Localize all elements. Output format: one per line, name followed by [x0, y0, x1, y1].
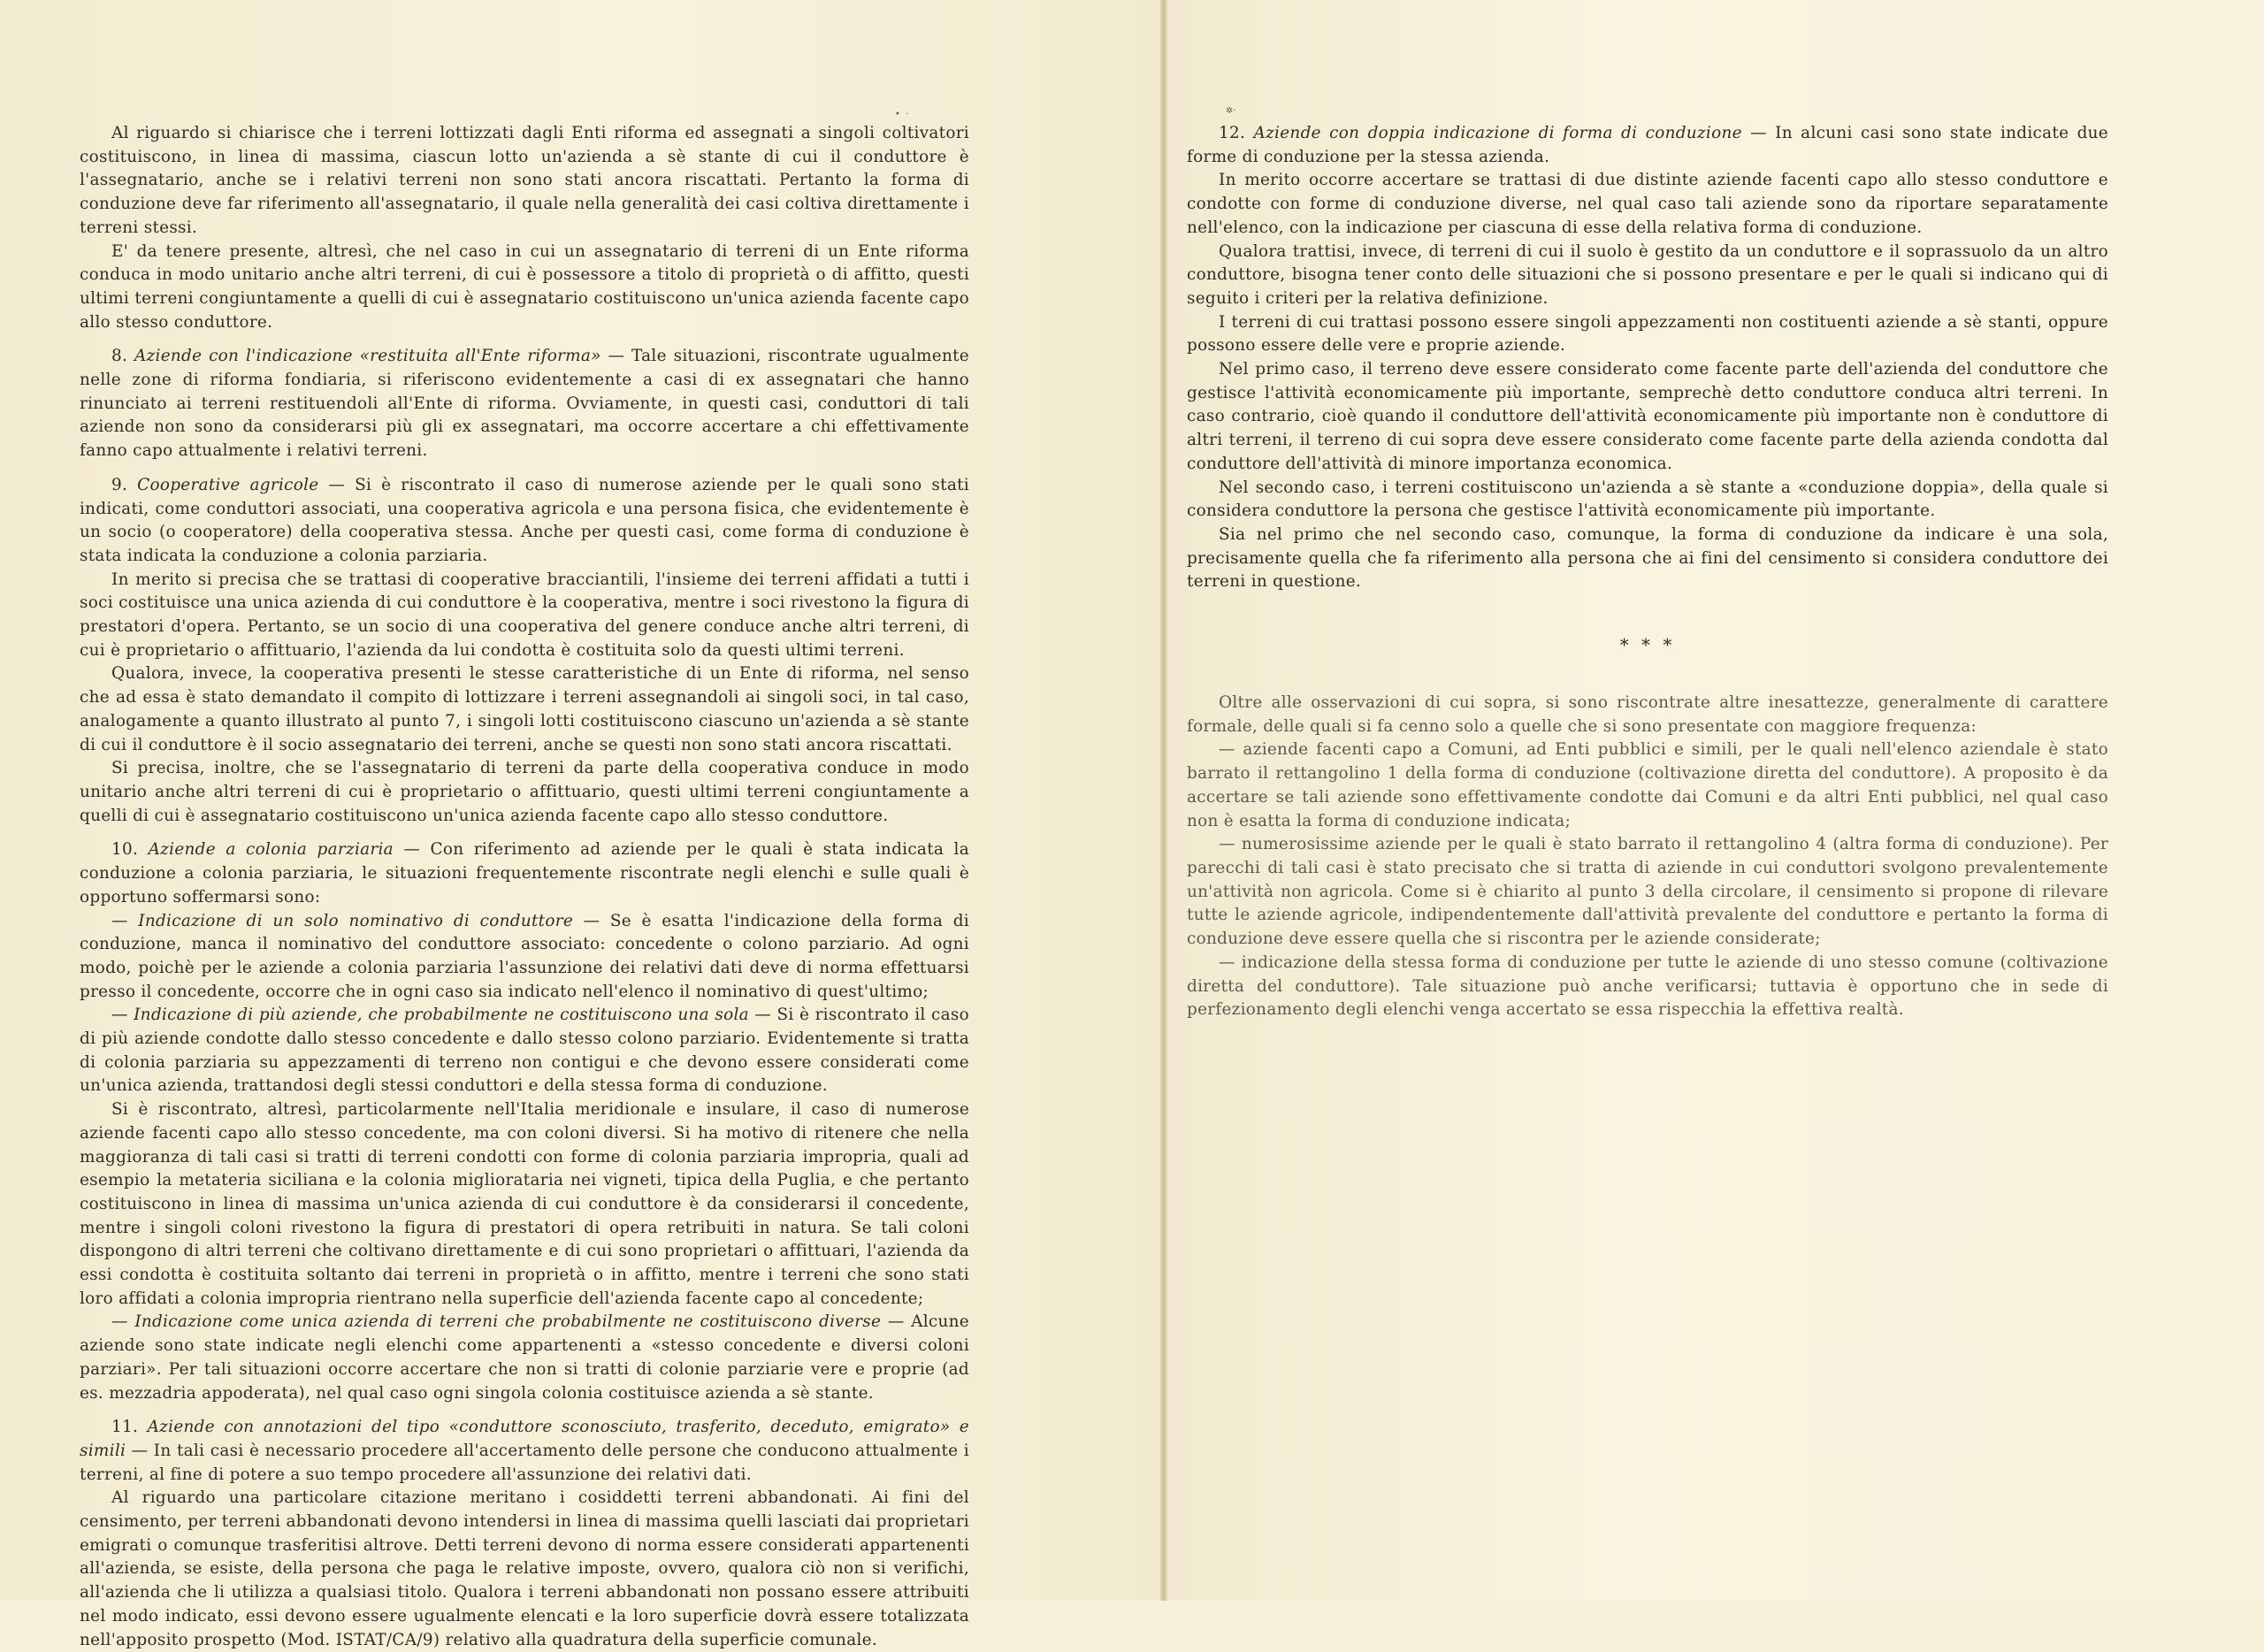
section-text: Con riferimento ad aziende per le quali è stata indicata la conduzione a colonia parziaria, le situazioni frequentemente riscontrate negli elenchi e sulle quali è opportuno soffermarsi sono: [80, 840, 970, 906]
section-8: 8. Aziende con l'indicazione «restituita all'Ente riforma» — Tale situazioni, riscontrate ugualmente nelle zone di riforma fondiaria, si riferiscono evidentemente a casi di ex assegnatari che hanno rinunciato ai terreni restituendoli all'Ente di riforma. Ovviamente, in questi casi, conduttori di tali aziende non sono da considerarsi più gli ex assegnatari, ma occorre accertare a chi effettivamente fanno capo attualmente i relativi terreni. [80, 347, 969, 461]
subitem [80, 910, 969, 1005]
section-text: Tale situazioni, riscontrate ugualmente nelle zone di riforma fondiaria, si riferiscono evidentemente a casi di ex assegnatari che hanno rinunciato ai terreni restituendoli all'Ente di riforma. Ovviamente, in questi casi, conduttori di tali aziende non sono da considerarsi più gli ex assegnatari, ma occorre accertare a chi effettivamente fanno capo attualmente i relativi terreni. [80, 347, 969, 461]
paragraph: I terreni di cui trattasi possono essere singoli appezzamenti non costituenti aziende a sè stanti, oppure possono essere delle vere e proprie aziende. [1187, 312, 2108, 356]
list-item: — numerosissime aziende per le quali è stato barrato il rettangolino 4 (altra forma di conduzione). Per parecchi di tali casi è stato precisato che si tratta di aziende in cui conduttori svolgono prevalentemente un'attività non agricola. Come si è chiarito al punto 3 della circolare, il censimento si propone di rilevare tutte le aziende agricole, indipendentemente dall'attività prevalente del conduttore e pertanto la forma di conduzione deve essere quella che si riscontra per le aziende considerate; [1187, 835, 2108, 949]
section-heading: Aziende con annotazioni del tipo «conduttore sconosciuto, trasferito, deceduto, emigrato» e simili [80, 1418, 969, 1460]
right-column [1187, 122, 2108, 1022]
right-page [1167, 0, 2264, 1601]
paragraph: Sia nel primo che nel secondo caso, comunque, la forma di conduzione da indicare è una sola, precisamente quella che fa riferimento alla persona che ai fini del censimento si considera conduttore dei terreni in questione. [1187, 524, 2108, 592]
list-item: — indicazione della stessa forma di conduzione per tutte le aziende di uno stesso comune (coltivazione diretta del conduttore). Tale situazione può anche verificarsi; tuttavia è opportuno che in sede di perfezionamento degli elenchi venga accertato se essa rispecchia la effettiva realtà. [1187, 952, 2108, 1020]
section-9: 9. Cooperative agricole — Si è riscontrato il caso di numerose aziende per le quali sono stati indicati, come conduttori associati, una cooperativa agricola e una persona fisica, che evidentemente è un socio (o cooperatore) della cooperativa stessa. Anche per questi casi, come forma di conduzione è stata indicata la conduzione a colonia parziaria. [80, 475, 969, 565]
paragraph: Si è riscontrato, altresì, particolarmente nell'Italia meridionale e insulare, il caso di numerose aziende facenti capo allo stesso concedente, ma con coloni diversi. Si ha motivo di ritenere che nella maggioranza di tali casi si tratti di terreni condotti con forme di colonia parziaria impropria, quali ad esempio la metateria siciliana e la colonia miglioratariа nei vigneti, tipica della Puglia, e che pertanto costituiscono in linea di massima un'unica azienda di cui conduttore è da considerarsi il concedente, mentre i singoli coloni rivestono la figura di prestatori di opera retribuiti in natura. Se tali coloni dispongono di altri terreni che coltivano direttamente e di cui sono proprietari o affittuari, l'azienda da essi condotta è costituita soltanto dai terreni in proprietà o in affitto, mentre i terreni che sono stati loro affidati a colonia impropria rientrano nella superficie dell'azienda facente capo al concedente; [80, 1100, 969, 1308]
paragraph: Nel primo caso, il terreno deve essere considerato come facente parte dell'azienda del conduttore che gestisce l'attività economicamente più importante, semprechè detto conduttore conduca altri terreni. In caso contrario, cioè quando il conduttore dell'attività economicamente più importante non è conduttore di altri terreni, il terreno di cui sopra deve essere considerato come facente parte della azienda condotta dal conduttore dell'attività di minore importanza economica. [1187, 360, 2108, 473]
subitem-heading: — Indicazione di un solo nominativo di conduttore [111, 911, 574, 930]
paragraph: Si precisa, inoltre, che se l'assegnatario di terreni da parte della cooperativa conduce in modo unitario anche altri terreni di cui è proprietario o affittuario, questi ultimi terreni congiuntamente a quelli di cui è assegnatario costituiscono un'unica azienda facente capo allo stesso conduttore. [80, 759, 969, 825]
list-item: — aziende facenti capo a Comuni, ad Enti pubblici e simili, per le quali nell'elenco aziendale è stato barrato il rettangolino 1 della forma di conduzione (coltivazione diretta del conduttore). A proposito è da accertare se tali aziende sono effettivamente condotte dai Comuni e da altri Enti pubblici, nel qual caso non è esatta la forma di conduzione indicata; [1187, 740, 2108, 830]
subitem-text: — Si è riscontrato il caso di più aziende condotte dallo stesso concedente e dallo stesso colono parziario. Evidentemente si tratta di colonia parziaria su appezzamenti di terreno non contigui e che devono essere considerati come un'unica azienda, trattandosi degli stessi conduttori e della stessa forma di conduzione. [80, 1006, 969, 1096]
section-number: 10. [111, 840, 139, 860]
left-column [80, 122, 969, 1652]
paragraph: Al riguardo si chiarisce che i terreni lottizzati dagli Enti riforma ed assegnati a singoli coltivatori costituiscono, in linea di massima, ciascun lotto un'azienda a sè stante di cui il conduttore è l'assegnatario, anche se i relativi terreni non sono stati ancora riscattati. Pertanto la forma di conduzione deve far riferimento all'assegnatario, il quale nella generalità dei casi coltiva direttamente i terreni stessi. [80, 124, 969, 237]
paragraph: Al riguardo una particolare citazione meritano i cosiddetti terreni abbandonati. Ai fini del censimento, per terreni abbandonati devono intendersi in linea di massima quelli lasciati dai proprietari emigrati o comunque trasferitisi altrove. Detti terreni devono di norma essere considerati appartenenti all'azienda, se esiste, della persona che paga le relative imposte, ovvero, qualora ciò non si verifichi, all'azienda che li utilizza a qualsiasi titolo. Qualora i terreni abbandonati non possano essere attribuiti nel modo indicato, essi devono essere ugualmente elencati e la loro superficie dovrà essere totalizzata nell'apposito prospetto (Mod. ISTAT/CA/9) relativo alla quadratura della superficie comunale. [80, 1488, 969, 1649]
section-text: — In tali casi è necessario procedere all'accertamento delle persone che conducono attualmente i terreni, al fine di potere a suo tempo procedere all'assunzione dei relativi dati. [80, 1441, 969, 1484]
page-mark: • · [895, 110, 909, 119]
section-heading: Aziende con doppia indicazione di forma di conduzione [1253, 124, 1742, 142]
page-mark: ✲· [1226, 106, 1236, 116]
subitem-text: — Alcune aziende sono state indicate negli elenchi come appartenenti a «stesso concedente e diversi coloni parziari». Per tali situazioni occorre accertare che non si tratti di colonie parziarie vere e proprie (ad es. mezzadria appoderata), nel qual caso ogni singola colonia costituisce azienda a sè stante. [80, 1312, 969, 1403]
section-heading: Aziende con l'indicazione «restituita all'Ente riforma» [134, 347, 601, 366]
subitem [80, 1004, 969, 1098]
paragraph: Qualora, invece, la cooperativa presenti le stesse caratteristiche di un Ente di riforma, nel senso che ad essa è stato demandato il compito di lottizzare i terreni assegnandoli ai singoli soci, in tal caso, analogamente a quanto illustrato al punto 7, i singoli lotti costituiscono ciascuno un'azienda a sè stante di cui il conduttore è il socio assegnatario dei terreni, anche se questi non sono stati ancora riscattati. [80, 664, 969, 754]
subitem-heading: — Indicazione come unica azienda di terreni che probabilmente ne costituiscono diverse [111, 1312, 882, 1332]
section-11 [80, 1416, 969, 1487]
section-number: 12. [1219, 124, 1246, 142]
section-10: 10. Aziende a colonia parziaria — Con riferimento ad aziende per le quali è stata indicata la conduzione a colonia parziaria, le situazioni frequentemente riscontrate negli elenchi e sulle quali è opportuno soffermarsi sono: [80, 840, 970, 906]
paragraph: Nel secondo caso, i terreni costituiscono un'azienda a sè stante a «conduzione doppia», della quale si considera conduttore la persona che gestisce l'attività economicamente più importante. [1187, 478, 2108, 521]
section-heading: Cooperative agricole [137, 475, 319, 494]
section-number: 8. [111, 347, 128, 366]
paragraph: E' da tenere presente, altresì, che nel caso in cui un assegnatario di terreni di un Ente riforma conduca in modo unitario anche altri terreni, di cui è possessore a titolo di proprietà o di affitto, questi ultimi terreni congiuntamente a quelli di cui è assegnatario costituiscono un'unica azienda facente capo allo stesso conduttore. [80, 241, 969, 332]
section-heading: Aziende a colonia parziaria [148, 840, 394, 860]
paragraph: In merito si precisa che se trattasi di cooperative bracciantili, l'insieme dei terreni affidati a tutti i soci costituisce una unica azienda di cui conduttore è la cooperativa, mentre i soci rivestono la figura di prestatori d'opera. Pertanto, se un socio di una cooperativa del genere conduce anche altri terreni, di cui è proprietario o affittuario, l'azienda da lui condotta è costituita solo da questi ultimi terreni. [80, 570, 969, 660]
page-gutter [1160, 0, 1167, 1601]
section-separator: * * * [1619, 634, 1676, 656]
section-12 [1187, 122, 2108, 169]
section-text: Si è riscontrato il caso di numerose aziende per le quali sono stati indicati, come conduttori associati, una cooperativa agricola e una persona fisica, che evidentemente è un socio (o cooperatore) della cooperativa stessa. Anche per questi casi, come forma di conduzione è stata indicata la conduzione a colonia parziaria. [80, 475, 969, 565]
section-text: — In alcuni casi sono state indicate due forme di conduzione per la stessa azienda. [1187, 124, 2108, 166]
paragraph: In merito occorre accertare se trattasi di due distinte aziende facenti capo allo stesso conduttore e condotte con forme di conduzione diverse, nel qual caso tali aziende sono da riportare separatamente nell'elenco, con la indicazione per ciascuna di esse della relativa forma di conduzione. [1187, 171, 2108, 237]
section-number: 11. [111, 1418, 139, 1437]
paragraph: Qualora trattisi, invece, di terreni di cui il suolo è gestito da un conduttore e il soprassuolo da un altro conduttore, bisogna tener conto delle situazioni che si possono presentare e per le quali si indicano qui di seguito i criteri per la relativa definizione. [1187, 241, 2108, 308]
paragraph: Oltre alle osservazioni di cui sopra, si sono riscontrate altre inesattezze, generalmente di carattere formale, delle quali si fa cenno solo a quelle che si sono presentate con maggiore frequenza: [1187, 693, 2108, 736]
subitem-heading: — Indicazione di più aziende, che probabilmente ne costituiscono una sola [111, 1006, 749, 1025]
subitem-text: — Se è esatta l'indicazione della forma di conduzione, manca il nominativo del conduttore associato: concedente o colono parziario. Ad ogni modo, poichè per le aziende a colonia parziaria l'assunzione dei relativi dati deve di norma effettuarsi presso il concedente, occorre che in ogni caso sia indicato nell'elenco il nominativo di quest'ultimo; [80, 911, 969, 1001]
section-number: 9. [111, 475, 128, 494]
subitem [80, 1311, 969, 1405]
